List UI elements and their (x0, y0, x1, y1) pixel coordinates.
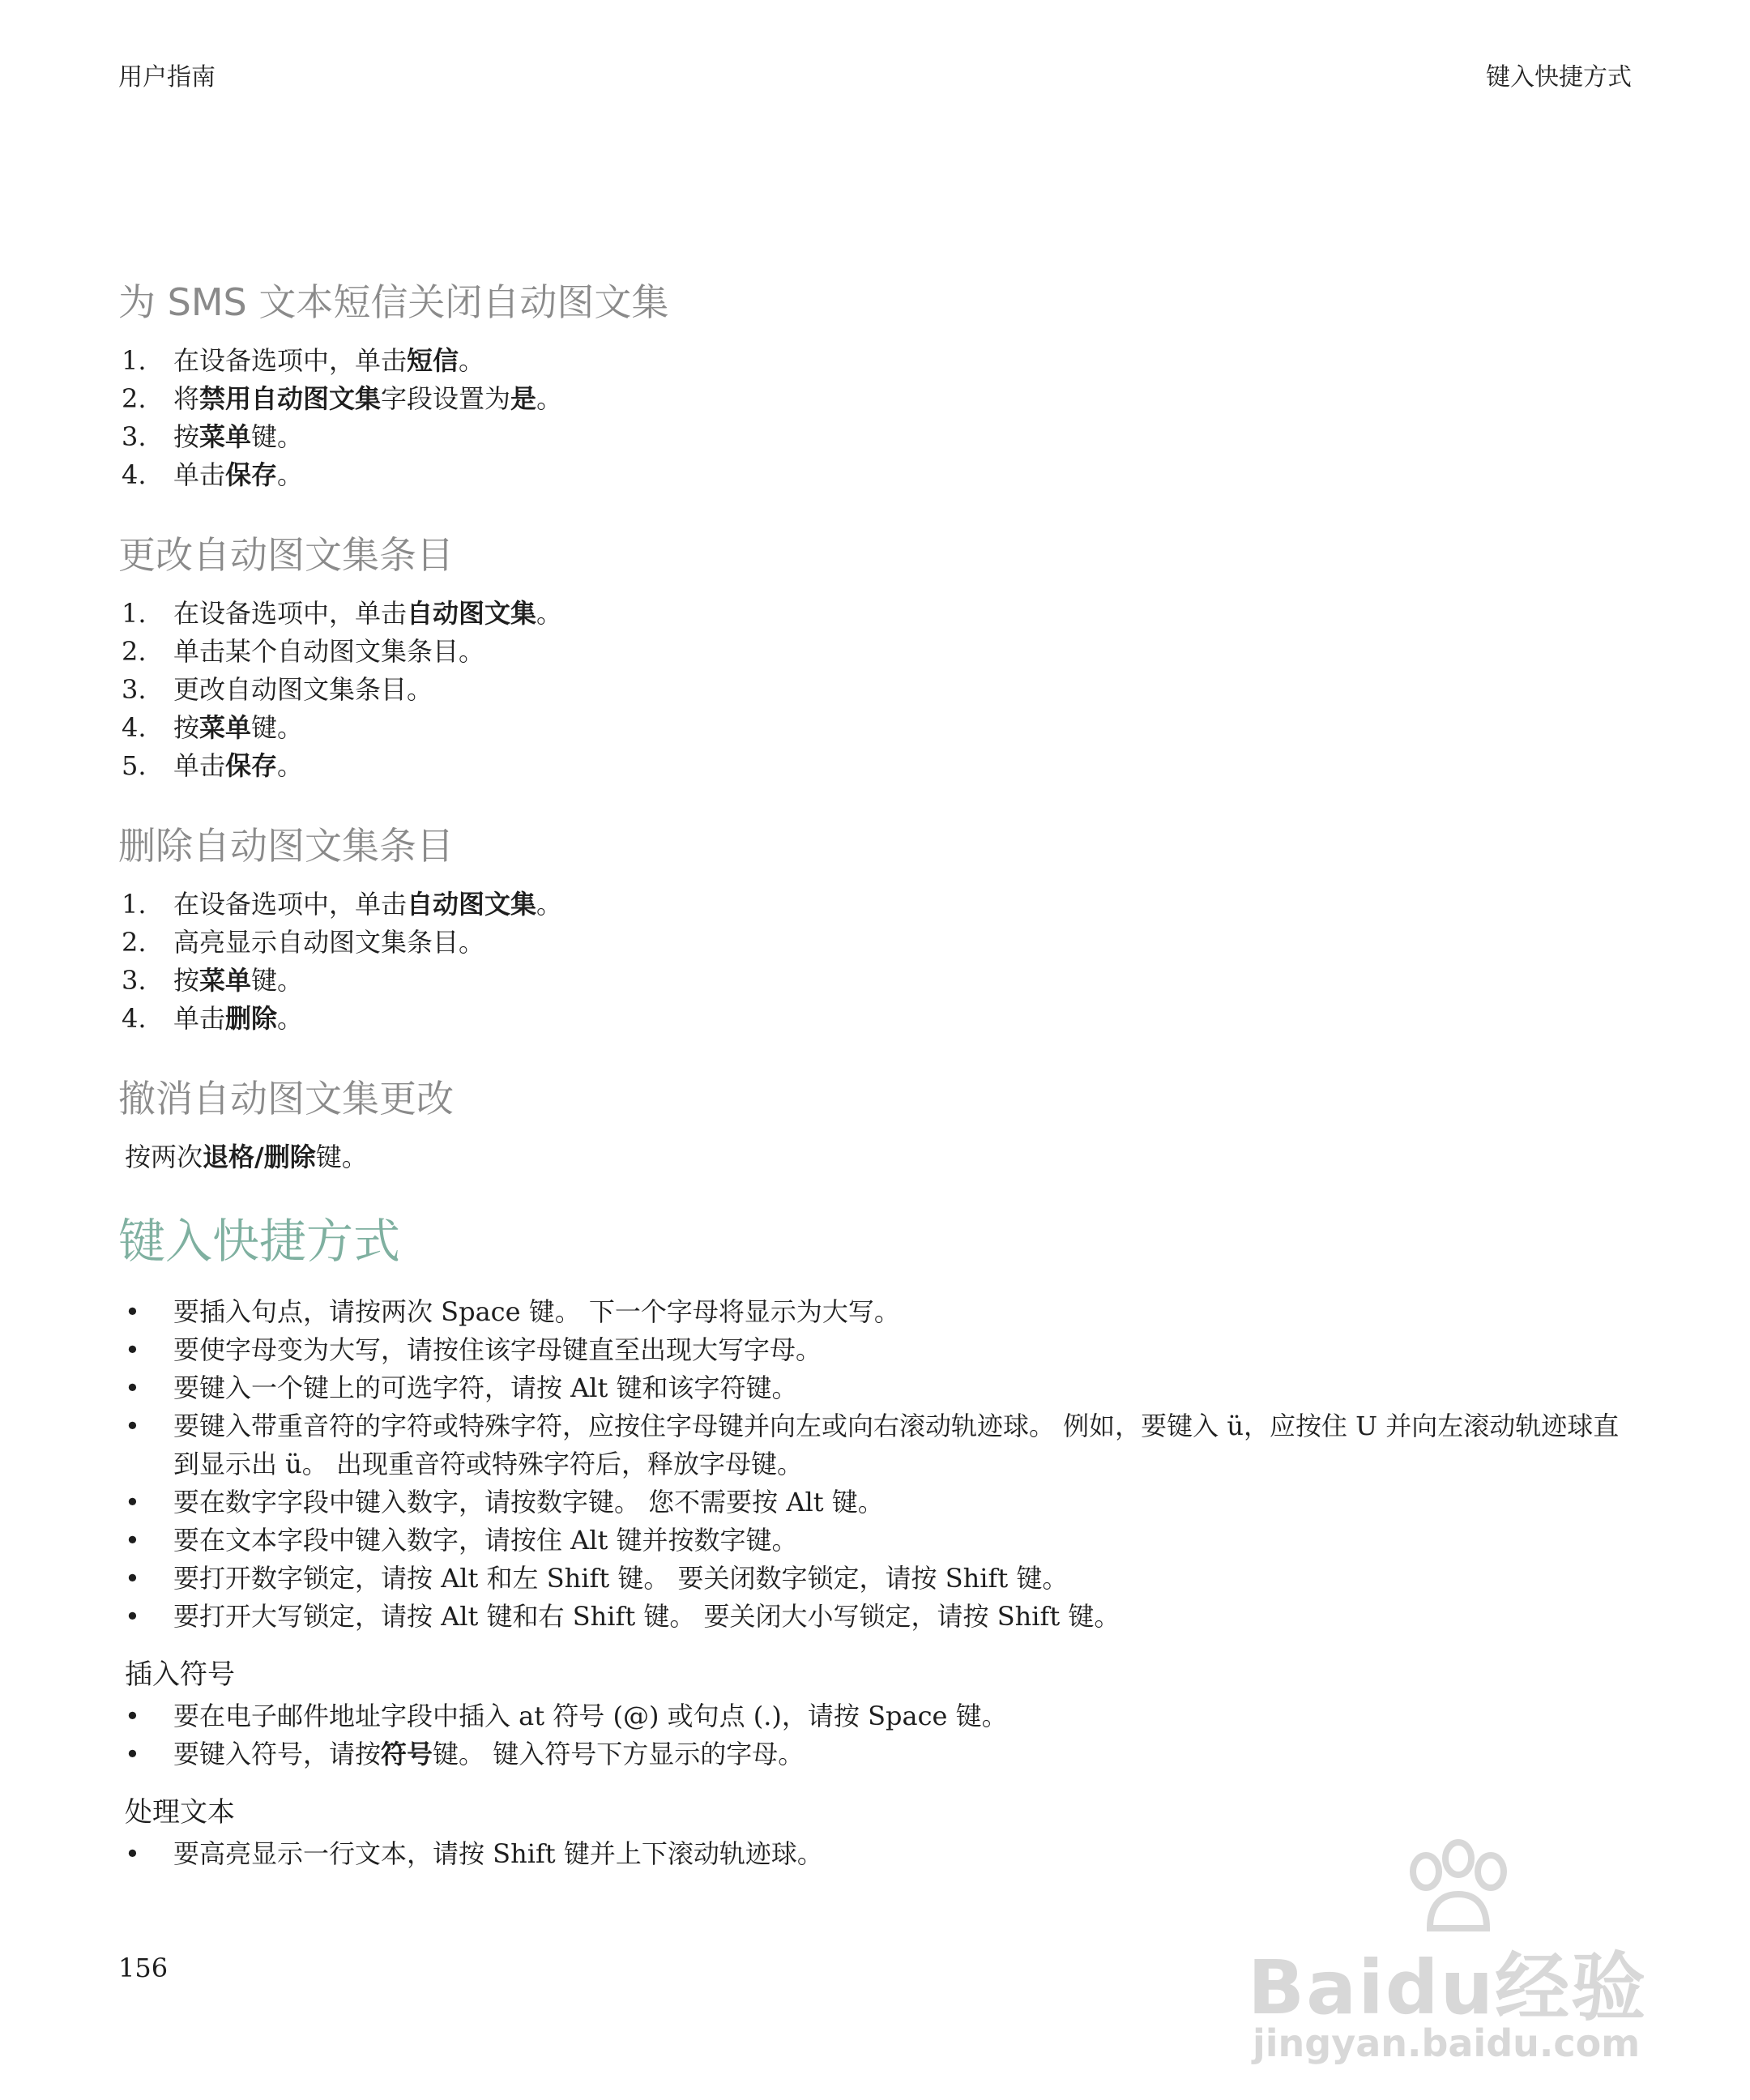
step-number: 3. (122, 674, 147, 705)
text-run: 单击 (173, 459, 226, 490)
text-run: 按 (173, 712, 200, 743)
step-item (118, 886, 1641, 924)
section-title: 删除自动图文集条目 (118, 824, 454, 868)
bullet-item (118, 1598, 1641, 1636)
step-item (118, 418, 1641, 456)
chapter-title: 键入快捷方式 (118, 1214, 401, 1269)
text-run: 更改自动图文集条目。 (173, 674, 433, 705)
text-run: 单击 (173, 1003, 226, 1034)
step-text (173, 1000, 1641, 1038)
text-run: 。 (536, 598, 563, 629)
step-number: 3. (122, 965, 147, 996)
text-run: 字段设置为 (381, 383, 511, 414)
bullet-icon: • (125, 1601, 140, 1632)
step-text (173, 886, 1641, 924)
section-title: 为 SMS 文本短信关闭自动图文集 (118, 280, 669, 324)
text-run: 按两次 (125, 1142, 203, 1172)
step-text (173, 418, 1641, 456)
bullet-item (118, 1697, 1641, 1735)
ui-term: 删除 (225, 1003, 278, 1034)
text-run: 在设备选项中，单击 (173, 598, 408, 629)
ui-term: 自动图文集 (407, 598, 537, 629)
bullet-text: 要高亮显示一行文本，请按 Shift 键并上下滚动轨迹球。 (173, 1838, 823, 1869)
bullet-text: 要打开大写锁定，请按 Alt 键和右 Shift 键。 要关闭大小写锁定，请按 Shift 键。 (173, 1601, 1120, 1632)
bullet-item (118, 1560, 1641, 1598)
undo-instruction (125, 1138, 1641, 1176)
procedure-sections (118, 275, 1641, 1038)
step-text (173, 709, 1641, 747)
ui-term: 是 (510, 383, 537, 414)
step-number: 2. (122, 383, 147, 414)
running-header-right: 键入快捷方式 (1486, 63, 1632, 92)
text-run: 要键入符号，请按 (173, 1739, 382, 1769)
bullet-item (118, 1331, 1641, 1369)
bullet-item (118, 1483, 1641, 1522)
text-run: 。 (536, 889, 563, 920)
ui-term: 短信 (407, 345, 459, 376)
bullet-text: 要使字母变为大写，请按住该字母键直至出现大写字母。 (173, 1334, 822, 1365)
bullet-icon: • (125, 1701, 140, 1731)
step-item (118, 595, 1641, 633)
bullet-item (118, 1407, 1641, 1483)
bullet-text (173, 1697, 1641, 1735)
step-number: 4. (122, 712, 147, 743)
symbols-list (118, 1697, 1641, 1773)
shortcut-list (118, 1293, 1641, 1636)
symbols-subtitle: 插入符号 (125, 1658, 235, 1691)
step-text (173, 924, 1641, 962)
bullet-text (173, 1735, 1641, 1773)
step-item (118, 380, 1641, 418)
step-item (118, 962, 1641, 1000)
ui-term: 退格/删除 (203, 1142, 316, 1172)
step-text (173, 380, 1641, 418)
ui-term: 菜单 (199, 712, 252, 743)
page-number: 156 (118, 1953, 169, 1983)
step-text (173, 747, 1641, 785)
bullet-item (118, 1735, 1641, 1773)
step-item (118, 1000, 1641, 1038)
step-number: 3. (122, 421, 147, 452)
text-run: 。 (459, 345, 485, 376)
step-number: 1. (122, 598, 147, 629)
step-item (118, 747, 1641, 785)
watermark-url: jingyan.baidu.com (1253, 2021, 1641, 2065)
text-handling-subtitle: 处理文本 (125, 1796, 235, 1829)
step-item (118, 924, 1641, 962)
text-run: 键。 (251, 965, 304, 996)
text-run: 在设备选项中，单击 (173, 889, 408, 920)
step-number: 2. (122, 927, 147, 958)
bullet-icon: • (125, 1372, 140, 1403)
step-list (118, 886, 1641, 1038)
step-number: 1. (122, 345, 147, 376)
step-list (118, 342, 1641, 494)
text-run: 要在电子邮件地址字段中插入 at 符号 (@) 或句点 (.)，请按 Space 键。 (173, 1701, 1008, 1731)
step-number: 5. (122, 750, 147, 781)
text-run: 单击 (173, 750, 226, 781)
bullet-text: 要在文本字段中键入数字，请按住 Alt 键并按数字键。 (173, 1525, 798, 1556)
bullet-text: 要插入句点，请按两次 Space 键。 下一个字母将显示为大写。 (173, 1296, 900, 1327)
step-text (173, 671, 1641, 709)
text-run: 键。 (315, 1142, 368, 1172)
text-run: 。 (536, 383, 563, 414)
bullet-icon: • (125, 1525, 140, 1556)
text-run: 键。 键入符号下方显示的字母。 (433, 1739, 805, 1769)
step-list (118, 595, 1641, 785)
section-title: 更改自动图文集条目 (118, 533, 454, 577)
step-number: 1. (122, 889, 147, 920)
text-run: 按 (173, 421, 200, 452)
step-text (173, 595, 1641, 633)
step-item (118, 709, 1641, 747)
text-run: 在设备选项中，单击 (173, 345, 408, 376)
bullet-icon: • (125, 1411, 140, 1441)
text-run: 键。 (251, 712, 304, 743)
bullet-text: 要打开数字锁定，请按 Alt 和左 Shift 键。 要关闭数字锁定，请按 Shift 键。 (173, 1563, 1069, 1594)
undo-section-title: 撤消自动图文集更改 (118, 1077, 454, 1120)
text-run: 。 (277, 459, 304, 490)
step-item (118, 456, 1641, 494)
step-text (173, 456, 1641, 494)
ui-term: 保存 (225, 750, 278, 781)
step-text (173, 633, 1641, 671)
text-run: 将 (173, 383, 200, 414)
bullet-icon: • (125, 1739, 140, 1769)
bullet-text: 要在数字字段中键入数字，请按数字键。 您不需要按 Alt 键。 (173, 1487, 884, 1517)
running-header-left: 用户指南 (118, 63, 216, 92)
step-number: 4. (122, 1003, 147, 1034)
text-run: 键。 (251, 421, 304, 452)
step-text (173, 962, 1641, 1000)
text-run: 单击某个自动图文集条目。 (173, 636, 485, 667)
baidu-watermark (1248, 1839, 1669, 2066)
step-number: 2. (122, 636, 147, 667)
text-run: 。 (277, 750, 304, 781)
ui-term: 保存 (225, 459, 278, 490)
text-run: 按 (173, 965, 200, 996)
ui-term: 符号 (381, 1739, 433, 1769)
step-item (118, 633, 1641, 671)
bullet-item (118, 1293, 1641, 1331)
watermark-brand: Baidu经验 (1248, 1944, 1648, 2031)
text-run: 高亮显示自动图文集条目。 (173, 927, 485, 958)
ui-term: 菜单 (199, 965, 252, 996)
step-item (118, 342, 1641, 380)
bullet-icon: • (125, 1563, 140, 1594)
step-item (118, 671, 1641, 709)
bullet-text: 要键入一个键上的可选字符，请按 Alt 键和该字符键。 (173, 1372, 798, 1403)
ui-term: 自动图文集 (407, 889, 537, 920)
bullet-icon: • (125, 1296, 140, 1327)
ui-term: 禁用自动图文集 (199, 383, 382, 414)
bullet-icon: • (125, 1487, 140, 1517)
text-run: 。 (277, 1003, 304, 1034)
ui-term: 菜单 (199, 421, 252, 452)
step-number: 4. (122, 459, 147, 490)
step-text (173, 342, 1641, 380)
bullet-icon: • (125, 1334, 140, 1365)
bullet-icon: • (125, 1838, 140, 1869)
page-content (118, 275, 1641, 1893)
bullet-item (118, 1522, 1641, 1560)
bullet-item (118, 1369, 1641, 1407)
bullet-text: 要键入带重音符的字符或特殊字符，应按住字母键并向左或向右滚动轨迹球。 例如，要键入 ü，应按住 U 并向左滚动轨迹球直到显示出 ü。 出现重音符或特殊字符后，释放字母键。 (173, 1411, 1620, 1479)
